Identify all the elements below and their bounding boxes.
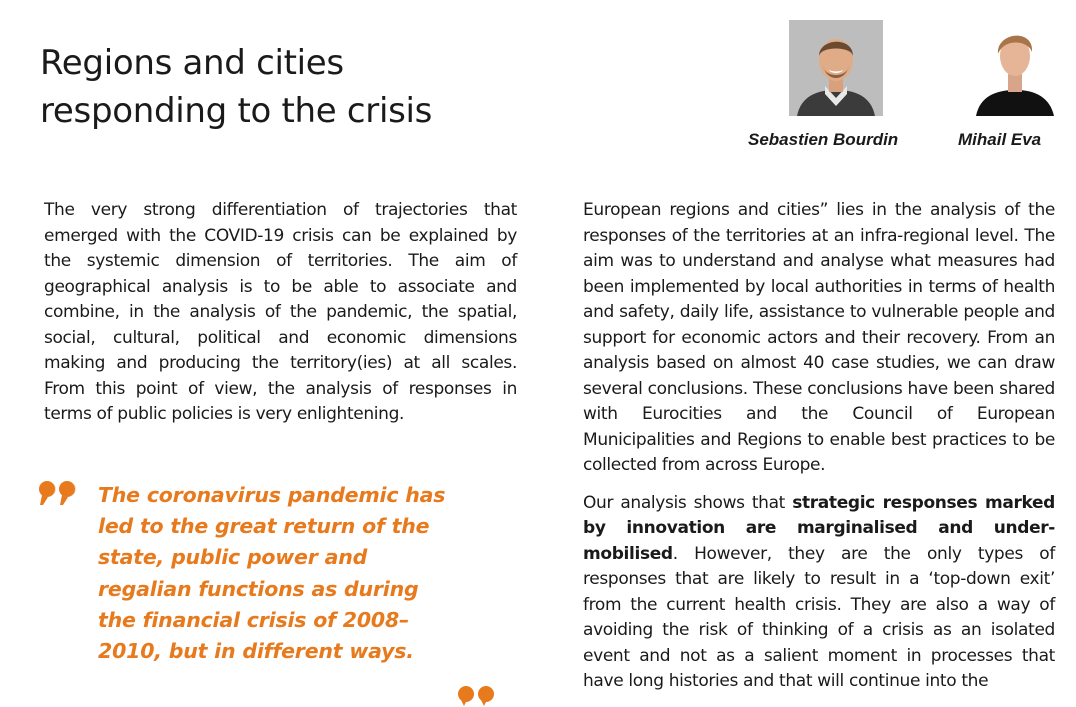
- author-name-2: Mihail Eva: [958, 130, 1042, 149]
- left-paragraph: The very strong differentiation of trajectories that emerged with the COVID-19 crisis can be explained by the systemic dimension of territories. The aim of geographical analysis is to be able to associate and combine, in the analysis of the pandemic, the spatial, social, cultural, political and economic dimensions making and producing the territory(ies) at all scales. From this point of view, the analysis of responses in terms of public policies is very enlightening.: [44, 200, 517, 424]
- portrait-icon: [976, 20, 1054, 116]
- author-photo-1: [789, 20, 883, 116]
- author-photo-2: [976, 20, 1054, 116]
- left-column: [44, 198, 517, 440]
- title-line-1: Regions and cities: [40, 42, 344, 83]
- right-paragraph-2-prefix: Our analysis shows that: [583, 492, 793, 513]
- right-paragraph-2-bold: strategic responses marked by innovation are marginalised and under-mobilised: [583, 492, 1056, 564]
- portrait-icon: [789, 20, 883, 116]
- right-paragraph-2: [583, 491, 1055, 695]
- title-line-2: responding to the crisis: [40, 90, 433, 131]
- right-column: [583, 198, 1055, 707]
- right-paragraph-2-rest: . However, they are the only types of responses that are likely to result in a ‘top-down exit’ from the current health crisis. They are also a way of avoiding the risk of thinking of a crisis as an isolated event and not as a salient moment in processes that have long histories and that will continue into the: [583, 543, 1055, 691]
- author-name-1: Sebastien Bourdin: [748, 130, 899, 149]
- pull-quote: The coronavirus pandemic has led to the great return of the state, public power and regalian functions as during the financial crisis of 2008–2010, but in different ways.: [98, 483, 446, 664]
- close-quote-icon: [458, 686, 496, 706]
- page-title: [40, 39, 560, 135]
- open-quote-icon: [39, 481, 77, 507]
- right-paragraph-1: European regions and cities” lies in the analysis of the responses of the territories at an infra-regional level. The aim was to understand and analyse what measures had been implemented by local authorities in terms of health and safety, daily life, assistance to vulnerable people and support for economic actors and their recovery. From an analysis based on almost 40 case studies, we can draw several conclusions. These conclusions have been shared with Eurocities and the Council of European Municipalities and Regions to enable best practices to be collected from across Europe.: [583, 200, 1055, 475]
